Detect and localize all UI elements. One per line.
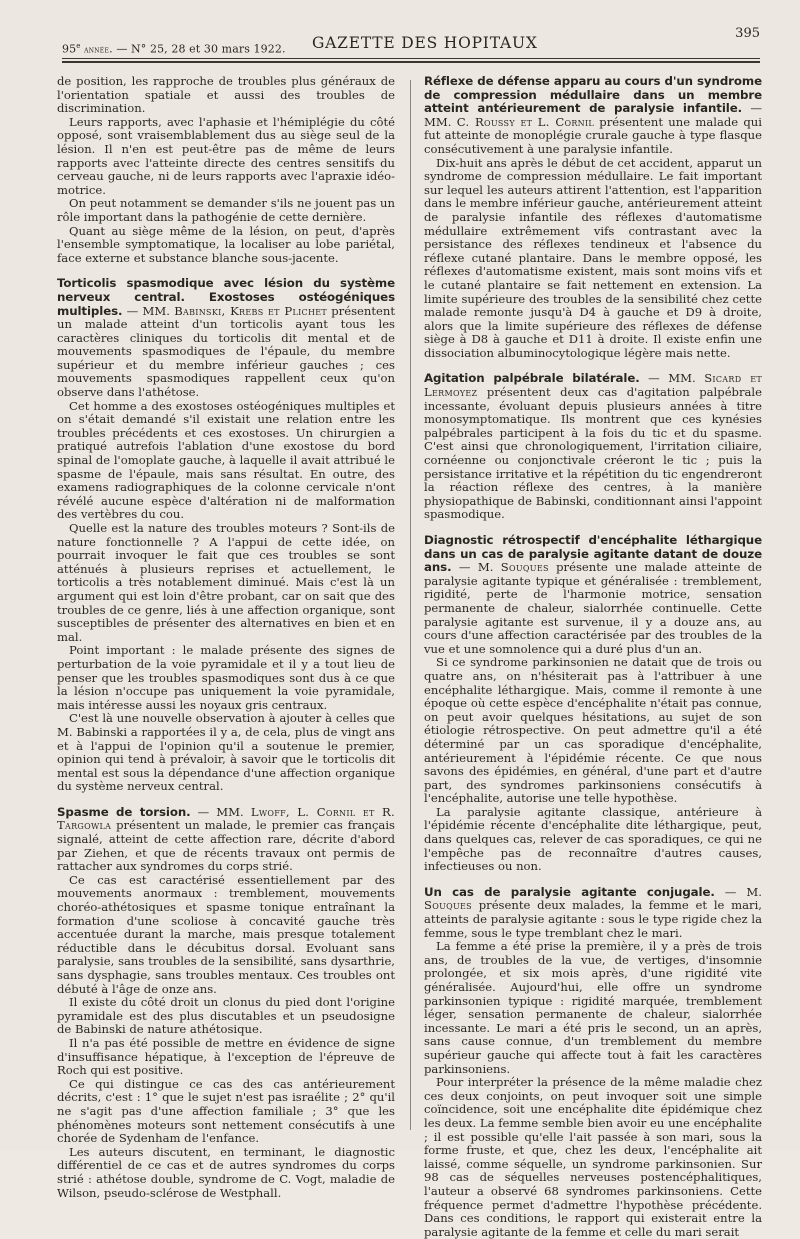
article-authors: Babinski, Krebs et Plichet <box>174 303 327 318</box>
left-column <box>57 74 396 1200</box>
paragraph: Point important : le malade présente des signes de perturbation de la voie pyramidale et il y a tout lieu de penser que les troubles spasmodiques sont dus à ce que la lésion n'occupe pas uniquement la voie pyramidale, mais intéresse aussi les noyaux gris centraux. <box>57 643 395 712</box>
right-column <box>424 74 763 1239</box>
journal-title: GAZETTE DES HOPITAUX <box>312 34 538 52</box>
article-reflexe-defense <box>424 75 762 360</box>
paragraph: Il existe du côté droit un clonus du pied dont l'origine pyramidale est des plus discutables et un pseudosigne de Babinski de nature athétosique. <box>57 995 395 1037</box>
header-rule <box>62 58 760 59</box>
paragraph: On peut notamment se demander s'ils ne jouent pas un rôle important dans la pathogénie de cette dernière. <box>57 196 395 224</box>
article-torticolis <box>57 277 395 794</box>
article-heading: Un cas de paralysie agitante conjugale. <box>424 884 715 899</box>
article-lead-paragraph <box>424 372 762 522</box>
page-header <box>62 22 760 68</box>
paragraph: La paralysie agitante classique, antérieure à l'épidémie récente d'encéphalite dite léthargique, peut, dans quelques cas, relever de cas sporadiques, ce qui ne l'empêche pas de reconnaître d'autres causes, infectieuses ou non. <box>424 804 762 874</box>
paragraph: Quelle est la nature des troubles moteurs ? Sont-ils de nature fonctionnelle ? A l'appui de cette idée, on pourrait invoquer le fait que ces troubles se sont atténués à plusieurs reprises et actuellement, le torticolis a très notablement diminué. Mais c'est là un argument qui est loin d'être probant, car on sait que des troubles de ce genre, liés à une affection organique, sont susceptibles de présenter des alternatives en bien et en mal. <box>57 521 395 644</box>
article-authors: Souques <box>500 560 549 575</box>
paragraph: Quant au siège même de la lésion, on peut, d'après l'ensemble symptomatique, la localiser au lobe pariétal, face externe et substance blanche sous-jacente. <box>57 223 395 265</box>
article-heading: Diagnostic rétrospectif d'encéphalite léthargique dans un cas de paralysie agitante datant de douze ans. <box>424 533 762 575</box>
column-separator <box>410 80 411 1130</box>
paragraph: Ce cas est caractérisé essentiellement par des mouvements anormaux : tremblement, mouvements choréo-athétosiques et spasme tonique entraînant la formation d'une scoliose à concavité gauche très accentuée durant la marche, mais presque totalement réductible dans le décubitus dorsal. Evoluant sans paralysie, sans troubles de la sensibilité, sans dysarthrie, sans dysphagie, sans troubles mentaux. Ces troubles ont débuté à l'âge de onze ans. <box>57 872 395 996</box>
paragraph: Si ce syndrome parkinsonien ne datait que de trois ou quatre ans, on n'hésiterait pas à l'attribuer à une encéphalite léthargique. Mais, comme il remonte à une époque où cette espèce d'encéphalite n'était pas connue, on peut avoir quelques hésitations, au sujet de son étiologie rétrospective. On peut admettre qu'il a été déterminé par un cas sporadique d'encéphalite, antérieurement à l'épidémie récente. Ce que nous savons des épidémies, en général, d'une part et d'autre part, des syndromes parkinsoniens consécutifs à l'encéphalite, autorise une telle hypothèse. <box>424 655 762 806</box>
article-authors: Lwoff, L. Cornil et R. Targowla <box>57 804 396 833</box>
article-spasme-torsion <box>57 806 395 1200</box>
article-paralysie-conjugale <box>424 886 762 1239</box>
article-lead-paragraph <box>424 534 762 656</box>
authors-prefix: — MM. <box>424 101 762 129</box>
paragraph-text: présentent un malade, le premier cas français signalé, atteint de cette affection rare, décrite d'abord par Ziehen, et que de récents travaux ont permis de rattacher aux syndromes du corps strié. <box>57 818 395 874</box>
header-rule-thick <box>62 61 760 63</box>
article-lead-paragraph <box>424 886 762 940</box>
paragraph-text: présente deux malades, la femme et le mari, atteints de paralysie agitante : sous le type rigide chez la femme, sous le type tremblant chez le mari. <box>424 898 762 940</box>
paragraph: La femme a été prise la première, il y a près de trois ans, de troubles de la vue, de vertiges, d'insomnie prolongée, et six mois après, d'une rigidité vite généralisée. Aujourd'hui, elle offre un syndrome parkinsonien typique : rigidité marquée, tremblement léger, sensation permanente de chaleur, sialorrhée incessante. Le mari a été pris le second, un an après, sans cause connue, d'un tremblement du membre supérieur gauche qui affecte tout à fait les caractères parkinsoniens. <box>424 939 762 1076</box>
paragraph: Dix-huit ans après le début de cet accident, apparut un syndrome de compression médullaire. Le fait important sur lequel les auteurs attirent l'attention, est l'apparition dans le membre inférieur gauche, antérieurement atteint de paralysie infantile des réflexes d'automatisme médullaire extrêmement vifs contrastant avec la persistance des réflexes tendineux et l'absence du réflexe cutané plantaire. Dans le membre opposé, les réflexes d'automatisme existent, mais sont moins vifs et le cutané plantaire se fait nettement en extension. La limite supérieure des troubles de la sensibilité chez cette malade remonte jusqu'à D4 à gauche et D9 à droite, alors que la limite supérieure des réflexes de défense siège à D8 à gauche et D11 à droite. Il existe enfin une dissociation albuminocytologique légère mais nette. <box>424 155 762 360</box>
paragraph-text: présentent une malade qui fut atteinte de monoplégie crurale gauche à type flasque consécutivement à une paralysie infantile. <box>424 114 762 156</box>
article-lead-paragraph <box>57 277 395 399</box>
article-authors: C. Roussy et L. Cornil <box>456 114 595 129</box>
issue-line <box>62 42 286 56</box>
paragraph: Leurs rapports, avec l'aphasie et l'hémiplégie du côté opposé, sont vraisemblablement dus au siège seul de la lésion. Il n'en est peut-être pas de même de leurs rapports avec l'atteinte directe des centres sensitifs du cerveau gauche, ni de leurs rapports avec l'apraxie idéo-motrice. <box>57 114 395 197</box>
article-lead-paragraph <box>57 806 395 874</box>
edition-word: année <box>84 45 110 56</box>
authors-prefix: — M. <box>714 884 762 899</box>
article-heading: Agitation palpébrale bilatérale. <box>424 371 640 386</box>
edition-superscript: e <box>76 42 81 50</box>
edition-number: 95 <box>62 42 77 56</box>
authors-prefix: — MM. <box>190 804 251 819</box>
paragraph-text: présentent deux cas d'agitation palpébrale incessante, évoluant depuis plusieurs années à titre monosymptomatique. Ils montrent que ces kynésies palpébrales participent à la fois du tic et du spasme. C'est ainsi que chronologiquement, l'irritation ciliaire, cornéenne ou conjonctivale créeront le tic ; puis la persistance irritative et la répétition du tic engendreront la réaction réflexe des centres, à la manière physiopathique de Babinski, conditionnant ainsi l'appoint spasmodique. <box>424 385 762 522</box>
paragraph: Cet homme a des exostoses ostéogéniques multiples et on s'était demandé s'il existait une relation entre les troubles précédents et ces exostoses. Un chirurgien a pratiqué autrefois l'ablation d'une exostose du bord spinal de l'omoplate gauche, à laquelle il avait attribué le spasme de l'épaule, mais sans résultat. En outre, des examens radiographiques de la colonne cervicale n'ont révélé aucune espèce d'altération ni de malformation des vertèbres du cou. <box>57 398 395 522</box>
paragraph: Il n'a pas été possible de mettre en évidence de signe d'insuffisance hépatique, à l'exception de l'épreuve de Roch qui est positive. <box>57 1035 395 1078</box>
paragraph-text: présente une malade atteinte de paralysie agitante typique et généralisée : tremblement, rigidité, perte de l'harmonie motrice, sensation permanente de chaleur, sialorrhée continuelle. Cette paralysie agitante est survenue, il y a douze ans, au cours d'une affection caractérisée par des troubles de la vue et une somnolence qui a duré plus d'un an. <box>424 560 762 656</box>
article-lead-paragraph <box>424 75 762 157</box>
article-heading: Réflexe de défense apparu au cours d'un syndrome de compression médullaire dans un membre atteint antérieurement de paralysie infantile. <box>424 74 762 116</box>
issue-date: . — N° 25, 28 et 30 mars 1922. <box>109 42 286 56</box>
article-authors: Souques <box>424 898 472 913</box>
paragraph: Les auteurs discutent, en terminant, le diagnostic différentiel de ce cas et de autres syndromes du corps strié : athétose double, syndrome de C. Vogt, maladie de Wilson, pseudo-sclérose de Westphall. <box>57 1144 395 1200</box>
article-heading: Spasme de torsion. <box>57 804 191 819</box>
paragraph-text: présentent un malade atteint d'un torticolis ayant tous les caractères cliniques du torticolis dit mental et de mouvements spasmodiques de l'épaule, du membre supérieur et du membre inférieur gauches ; ces mouvements spasmodiques rappellent ceux qu'on observe dans l'athétose. <box>57 303 395 400</box>
authors-prefix: — MM. <box>122 303 175 318</box>
article-authors: Sicard et Lermoyez <box>424 371 763 400</box>
authors-prefix: — MM. <box>639 371 705 386</box>
paragraph: C'est là une nouvelle observation à ajouter à celles que M. Babinski a rapportées il y a, de cela, plus de vingt ans et à l'appui de l'opinion qu'il a soutenue le premier, opinion qui tend à prévaloir, à savoir que le torticolis dit mental est sous la dépendance d'une affection organique du système nerveux central. <box>57 711 395 794</box>
paragraph: Ce qui distingue ce cas des cas antérieurement décrits, c'est : 1° que le sujet n'est pas israélite ; 2° qu'il ne s'agit pas d'une affection familiale ; 3° que les phénomènes moteurs sont nettement consécutifs à une chorée de Sydenham de l'enfance. <box>57 1076 395 1146</box>
page-number: 395 <box>735 26 760 41</box>
authors-prefix: — M. <box>451 560 501 575</box>
article-agitation-palpebrale <box>424 372 762 522</box>
continued-article <box>57 75 395 265</box>
article-diagnostic-retrospectif <box>424 534 762 874</box>
paragraph: Pour interpréter la présence de la même maladie chez ces deux conjoints, on peut invoquer soit une simple coïncidence, soit une encéphalite dite épidémique chez les deux. La femme semble bien avoir eu une encéphalite ; il est possible qu'elle l'ait passée à son mari, sous la forme fruste, et que, chez les deux, l'encéphalite ait laissé, comme séquelle, un syndrome parkinsonien. Sur 98 cas de séquelles nerveuses postencéphalitiques, l'auteur a observé 68 syndromes parkinsoniens. Cette fréquence permet d'admettre l'hypothèse précédente. Dans ces conditions, le rapport qui existerait entre la paralysie agitante de la femme et celle du mari serait <box>424 1075 762 1239</box>
paragraph: de position, les rapproche de troubles plus généraux de l'orientation spatiale et aussi des troubles de discrimination. <box>57 74 395 116</box>
article-heading: Torticolis spasmodique avec lésion du système nerveux central. Exostoses ostéogéniques multiples. <box>57 276 395 318</box>
